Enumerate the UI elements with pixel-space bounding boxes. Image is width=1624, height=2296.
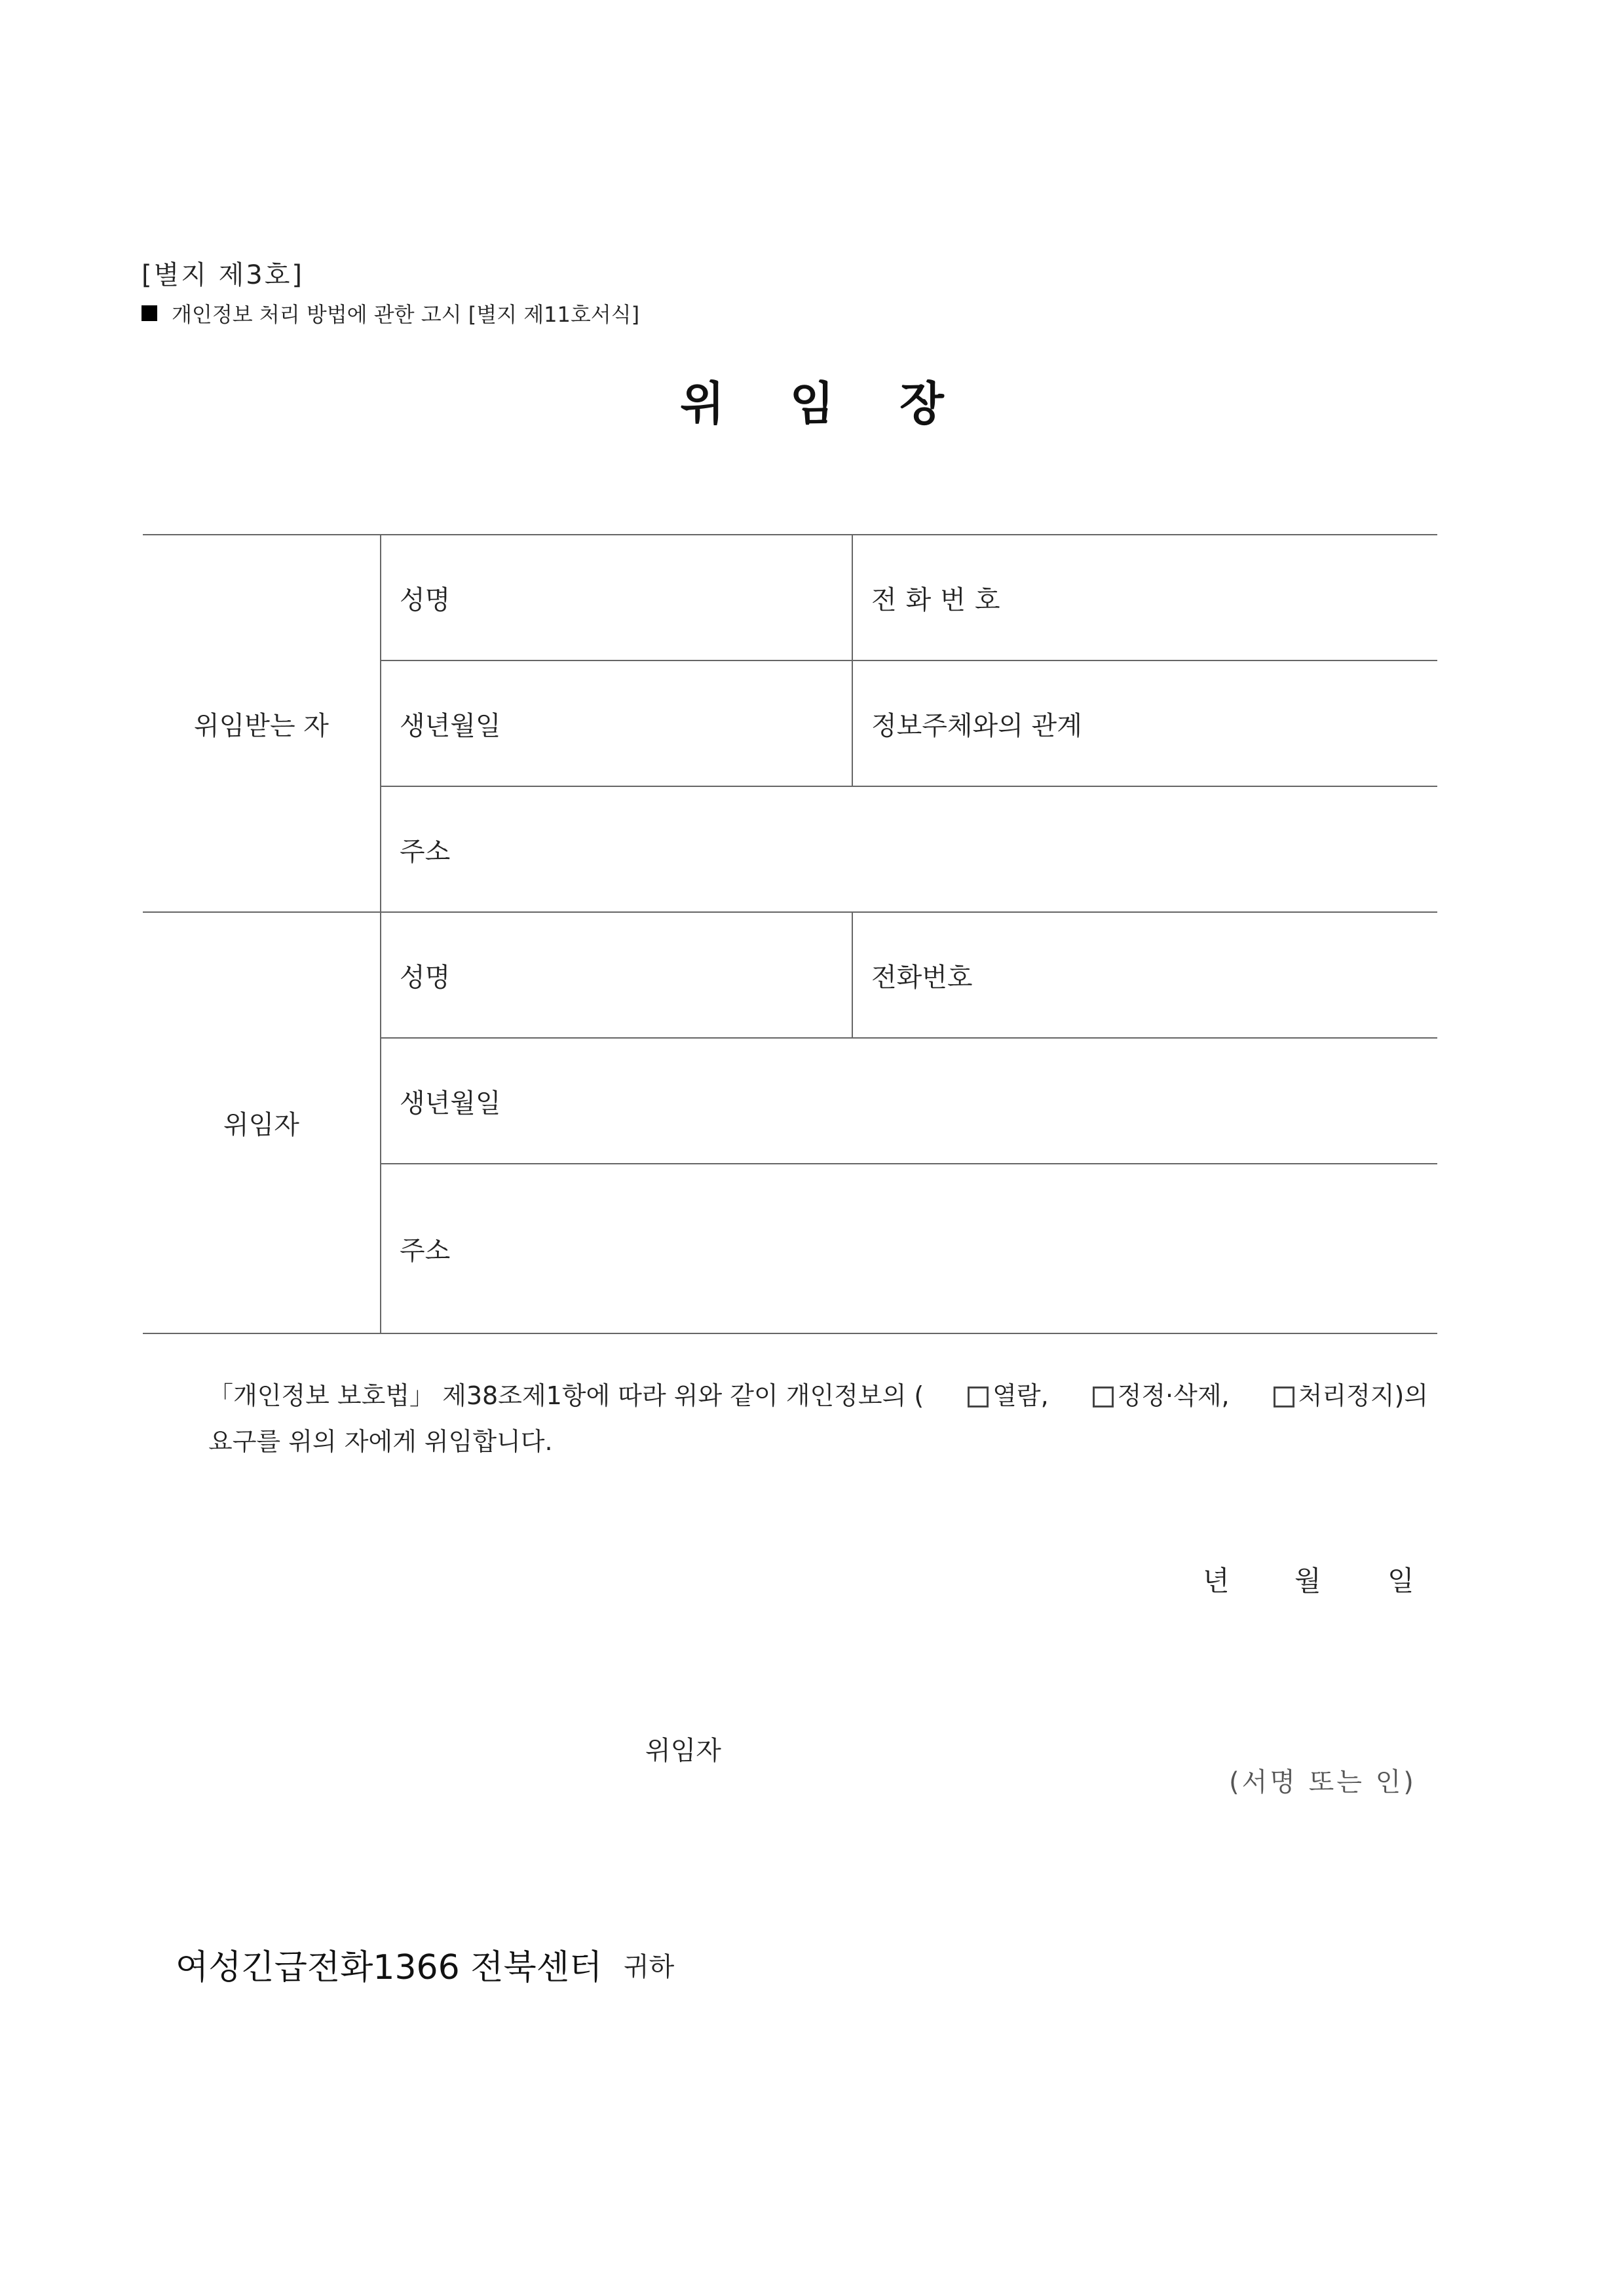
delegator-phone-field[interactable]: 전화번호 [852, 912, 1437, 1038]
attachment-number: [별지 제3호] [142, 260, 304, 290]
delegator-address-field[interactable]: 주소 [381, 1164, 1437, 1333]
notice-reference-text: 개인정보 처리 방법에 관한 고시 [별지 제11호서식] [172, 302, 640, 327]
page-title: 위임장 [680, 377, 1010, 430]
correct-delete-checkbox[interactable] [1093, 1387, 1114, 1407]
delegate-section-label: 위임받는 자 [143, 535, 381, 912]
honorific: 귀하 [624, 1952, 675, 1982]
signature-note: (서명 또는 인) [1229, 1767, 1416, 1797]
delegator-birth-field[interactable]: 생년월일 [381, 1038, 1437, 1164]
delegate-phone-field[interactable]: 전화번호 [852, 535, 1437, 660]
notice-reference [142, 298, 639, 328]
delegator-name-field[interactable]: 성명 [381, 912, 852, 1038]
statement-intro: 「개인정보 보호법」 제38조제1항에 따라 위와 같이 개인정보의 ( [208, 1381, 924, 1410]
option-correct-delete-label: 정정·삭제, [1117, 1381, 1230, 1410]
black-square-icon [142, 305, 157, 321]
delegate-relation-field[interactable]: 정보주체와의 관계 [852, 660, 1437, 786]
date-month-label: 월 [1294, 1565, 1321, 1597]
signer-label: 위임자 [645, 1736, 721, 1766]
option-view[interactable] [968, 1373, 1049, 1419]
view-checkbox[interactable] [968, 1387, 989, 1407]
delegate-name-field[interactable]: 성명 [381, 535, 852, 660]
delegation-form-table [143, 534, 1437, 1334]
delegation-statement [208, 1373, 1428, 1464]
statement-outro: 요구를 위의 자에게 위임합니다. [208, 1427, 553, 1456]
delegate-address-field[interactable]: 주소 [381, 786, 1437, 912]
delegate-birth-field[interactable]: 생년월일 [381, 660, 852, 786]
suspend-checkbox[interactable] [1274, 1387, 1294, 1407]
date-year-label: 년 [1203, 1565, 1230, 1597]
option-suspend[interactable] [1274, 1373, 1428, 1419]
option-suspend-label: 처리정지)의 [1298, 1381, 1428, 1410]
delegator-section-label: 위임자 [143, 912, 381, 1333]
option-correct-delete[interactable] [1093, 1373, 1230, 1419]
date-day-label: 일 [1388, 1565, 1414, 1597]
recipient-name: 여성긴급전화1366 전북센터 [176, 1948, 603, 1987]
option-view-label: 열람, [992, 1381, 1049, 1410]
